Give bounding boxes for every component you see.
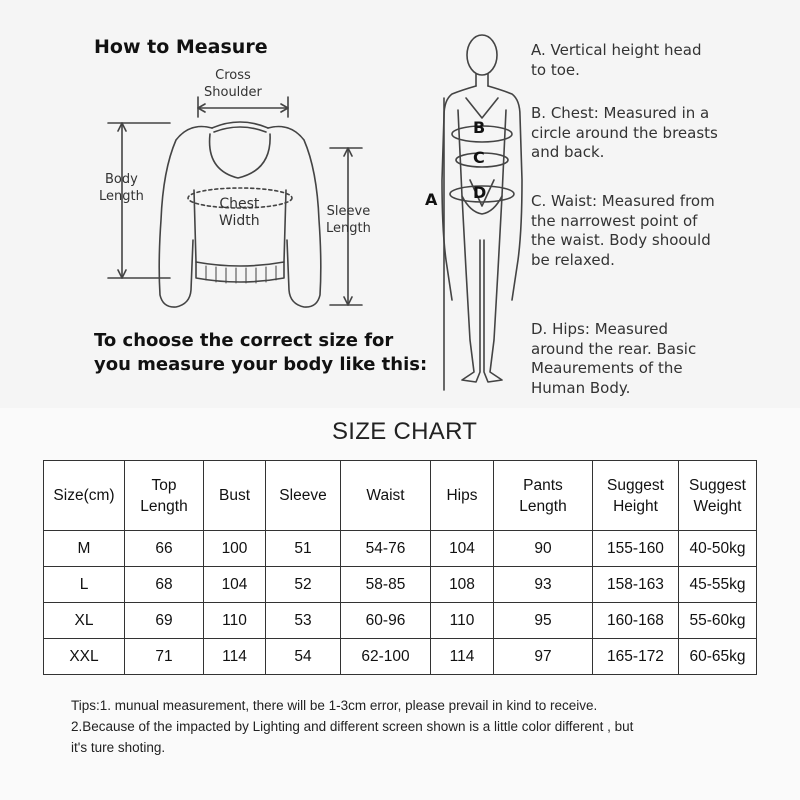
table-cell: 160-168 [593, 603, 679, 639]
table-cell: M [44, 531, 125, 567]
table-header-row [44, 461, 757, 531]
tip-line-2: 2.Because of the impacted by Lighting and different screen shown is a little color different , but [71, 719, 634, 734]
table-cell: 55-60kg [679, 603, 757, 639]
table-cell: 58-85 [341, 567, 431, 603]
header-text: Hips [446, 487, 478, 504]
table-cell: 71 [125, 639, 204, 675]
measure-instruction: To choose the correct size for you measure your body like this: [94, 330, 428, 375]
table-cell: 68 [125, 567, 204, 603]
table-cell: L [44, 567, 125, 603]
marker-c: C [473, 148, 485, 167]
description-c: C. Waist: Measured from the narrowest point of the waist. Body shoould be relaxed. [531, 192, 715, 269]
header-suggest-weight [679, 461, 757, 531]
header-text: Length [140, 497, 188, 515]
table-cell: 114 [431, 639, 494, 675]
table-cell: XXL [44, 639, 125, 675]
description-a: A. Vertical height head to toe. [531, 41, 702, 79]
header-text: Top [151, 476, 177, 494]
body-length-label-line1: Body [105, 172, 138, 187]
table-cell: 110 [204, 603, 266, 639]
table-cell: 93 [494, 567, 593, 603]
size-chart-table [43, 460, 757, 675]
table-cell: 104 [204, 567, 266, 603]
table-row [44, 639, 757, 675]
cross-shoulder-label [204, 67, 262, 101]
chest-width-label [219, 196, 260, 230]
table-cell: 108 [431, 567, 494, 603]
table-cell: 155-160 [593, 531, 679, 567]
header-text: Waist [366, 487, 405, 504]
description-b: B. Chest: Measured in a circle around the breasts and back. [531, 104, 718, 161]
table-cell: 40-50kg [679, 531, 757, 567]
body-length-label-line2: Length [99, 189, 144, 204]
sleeve-length-label [326, 203, 371, 237]
table-cell: 60-65kg [679, 639, 757, 675]
marker-d: D [473, 183, 487, 202]
human-figure-icon [442, 35, 522, 382]
header-suggest-height [593, 461, 679, 531]
table-cell: 60-96 [341, 603, 431, 639]
size-chart-title: SIZE CHART [332, 418, 478, 445]
table-cell: 90 [494, 531, 593, 567]
header-pants-length [494, 461, 593, 531]
sleeve-length-label-line1: Sleeve [326, 204, 371, 219]
table-cell: 95 [494, 603, 593, 639]
header-text: Pants [523, 476, 563, 494]
tip-line-1: Tips:1. munual measurement, there will be 1-3cm error, please prevail in kind to receive. [71, 698, 598, 713]
header-hips [431, 461, 494, 531]
header-text: Height [613, 497, 658, 515]
table-cell: 53 [266, 603, 341, 639]
chest-width-label-line1: Chest [219, 196, 260, 212]
table-cell: 62-100 [341, 639, 431, 675]
header-text: Sleeve [279, 487, 327, 504]
how-to-measure-heading: How to Measure [94, 36, 268, 58]
header-top-length [125, 461, 204, 531]
table-row [44, 603, 757, 639]
table-cell: 158-163 [593, 567, 679, 603]
table-cell: 54 [266, 639, 341, 675]
header-text: Size(cm) [53, 487, 115, 504]
header-waist [341, 461, 431, 531]
table-cell: 45-55kg [679, 567, 757, 603]
marker-b: B [473, 118, 486, 137]
marker-a: A [425, 190, 438, 209]
header-sleeve [266, 461, 341, 531]
header-text: Bust [218, 487, 250, 504]
header-bust [204, 461, 266, 531]
cross-shoulder-label-line1: Cross [215, 68, 251, 83]
table-cell: 54-76 [341, 531, 431, 567]
cross-shoulder-label-line2: Shoulder [204, 85, 262, 100]
table-cell: 104 [431, 531, 494, 567]
table-cell: 51 [266, 531, 341, 567]
description-d: D. Hips: Measured around the rear. Basic Meaurements of the Human Body. [531, 320, 697, 397]
tip-line-3: it's ture shoting. [71, 740, 166, 755]
table-cell: 66 [125, 531, 204, 567]
table-cell: XL [44, 603, 125, 639]
table-cell: 52 [266, 567, 341, 603]
header-text: Suggest [607, 476, 664, 494]
header-text: Length [519, 497, 567, 515]
table-cell: 165-172 [593, 639, 679, 675]
table-cell: 69 [125, 603, 204, 639]
table-cell: 97 [494, 639, 593, 675]
body-length-label [99, 171, 144, 205]
table-row [44, 567, 757, 603]
tips-section [71, 695, 741, 758]
header-text: Suggest [689, 476, 746, 494]
table-row [44, 531, 757, 567]
table-cell: 114 [204, 639, 266, 675]
table-cell: 100 [204, 531, 266, 567]
chest-width-label-line2: Width [219, 213, 260, 229]
sleeve-length-label-line2: Length [326, 221, 371, 236]
table-cell: 110 [431, 603, 494, 639]
header-text: Weight [693, 497, 742, 515]
header-size [44, 461, 125, 531]
